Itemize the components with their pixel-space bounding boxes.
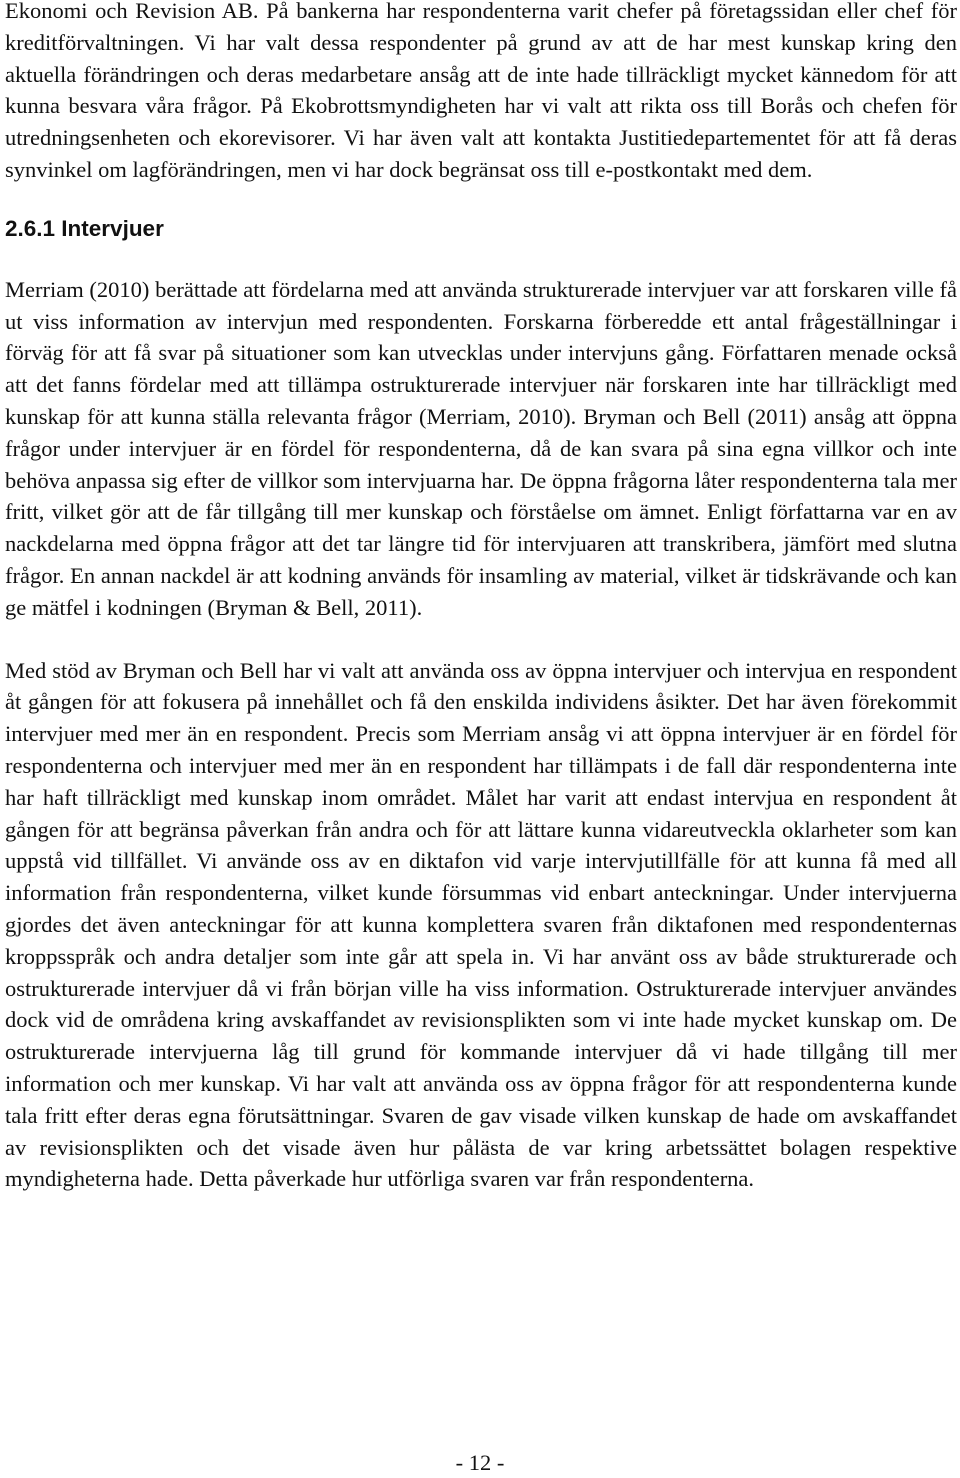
document-page — [5, 0, 957, 1195]
body-paragraph-interviews-theory: Merriam (2010) berättade att fördelarna med att använda strukturerade intervjuer var att forskaren ville få ut viss information av intervjun med respondenten. Forskarna förberedde ett antal frågeställningar i förväg för att få svar på situationer som kan utvecklas under intervjuns gång. Författaren menade också att det fanns fördelar med att tillämpa ostrukturerade intervjuer när forskaren inte har tillräckligt med kunskap för att kunna ställa relevanta frågor (Merriam, 2010). Bryman och Bell (2011) ansåg att öppna frågor under intervjuer är en fördel för respondenterna, då de kan svara på sina egna villkor och inte behöva anpassa sig efter de villkor som intervjuarna har. De öppna frågorna låter respondenterna tala mer fritt, vilket gör att de får tillgång till mer kunskap och förståelse om ämnet. Enligt författarna var en av nackdelarna med öppna frågor att det tar längre tid för intervjuaren att transkribera, jämfört med slutna frågor. En annan nackdel är att kodning används för insamling av material, vilket är tidskrävande och kan ge mätfel i kodningen (Bryman & Bell, 2011). — [5, 276, 957, 620]
body-paragraph-intro: Ekonomi och Revision AB. På bankerna har respondenterna varit chefer på företagssidan eller chef för kreditförvaltningen. Vi har valt dessa respondenter på grund av att de har mest kunskap kring den aktuella förändringen och deras medarbetare ansåg att de inte hade tillräckligt mycket kännedom för att kunna besvara våra frågor. På Ekobrottsmyndigheten har vi valt att rikta oss till Borås och chefen för utredningsenheten och ekorevisorer. Vi har även valt att kontakta Justitiedepartementet för att få deras synvinkel om lagförändringen, men vi har dock begränsat oss till e-postkontakt med dem. — [5, 0, 957, 182]
body-paragraph-interviews-method: Med stöd av Bryman och Bell har vi valt att använda oss av öppna intervjuer och intervjua en respondent åt gången för att fokusera på innehållet och få den enskilda individens åsikter. Det har även förekommit intervjuer med mer än en respondent. Precis som Merriam ansåg vi att öppna intervjuer är en fördel för respondenterna och intervjuer med mer än en respondent har tillämpats i de fall där respondenterna inte har haft tillräckligt med kunskap inom området. Målet har varit att endast intervjua en respondent åt gången för att begränsa påverkan från andra och för att lättare kunna vidareutveckla oklarheter som kan uppstå vid tillfället. Vi använde oss av en diktafon vid varje intervjutillfälle för att kunna få med all information från respondenterna, vilket kunde försummas vid enbart anteckningar. Under intervjuerna gjordes det även anteckningar för att kunna komplettera svaren från diktafonen med respondenternas kroppsspråk och andra detaljer som inte går att spela in. Vi har använt oss av både strukturerade och ostrukturerade intervjuer då vi från början ville ha viss information. Ostrukturerade intervjuer användes dock vid de områdena kring avskaffandet av revisionsplikten som vi inte hade mycket kunskap om. De ostrukturerade intervjuerna låg till grund för kommande intervjuer då vi hade tillgång till mer information och mer kunskap. Vi har valt att använda oss av öppna frågor för att respondenterna kunde tala fritt efter deras egna förutsättningar. Svaren de gav visade vilken kunskap de hade om avskaffandet av revisionsplikten och det visade även hur pålästa de var kring arbetssättet bolagen respektive myndigheterna hade. Detta påverkade hur utförliga svaren var från respondenterna. — [5, 657, 957, 1192]
page-number: - 12 - — [455, 1450, 505, 1475]
section-heading: 2.6.1 Intervjuer — [5, 215, 164, 241]
